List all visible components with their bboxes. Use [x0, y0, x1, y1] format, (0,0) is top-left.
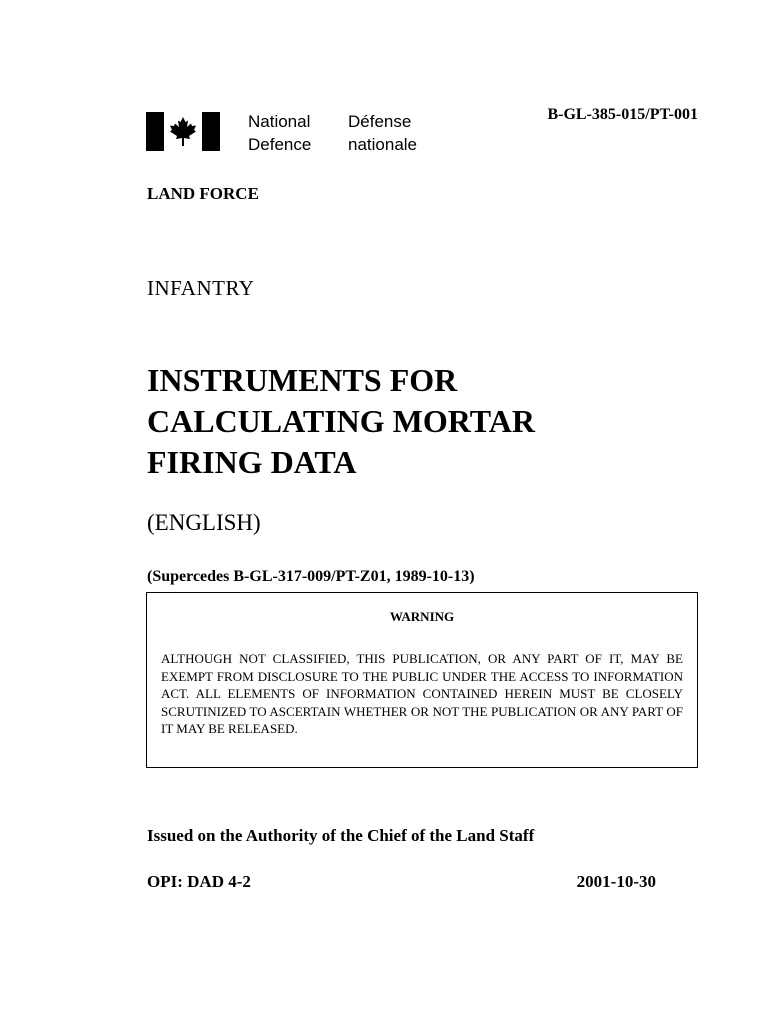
department-name-english	[248, 110, 311, 156]
canada-flag-icon	[146, 112, 220, 151]
document-number: B-GL-385-015/PT-001	[547, 106, 698, 123]
department-name-french	[348, 110, 417, 156]
issue-date: 2001-10-30	[576, 872, 656, 891]
document-title	[147, 360, 535, 483]
dept-fr-line2: nationale	[348, 135, 418, 154]
warning-title: WARNING	[389, 609, 455, 624]
warning-text: ALTHOUGH NOT CLASSIFIED, THIS PUBLICATION, OR ANY PART OF IT, MAY BE EXEMPT FROM DISCLOSURE TO THE PUBLIC UNDER THE ACCESS TO INFORMATION ACT. ALL ELEMENTS OF INFORMATION CONTAINED HEREIN MUST BE CLOSELY SCRUTINIZED TO ASCERTAIN WHETHER OR NOT THE PUBLICATION OR ANY PART OF IT MAY BE RELEASED.	[161, 651, 683, 736]
title-line1: INSTRUMENTS FOR	[147, 362, 458, 398]
title-line2: CALCULATING MORTAR	[147, 403, 535, 439]
language-label: (ENGLISH)	[147, 510, 261, 535]
issued-authority: Issued on the Authority of the Chief of the Land Staff	[147, 826, 535, 845]
maple-leaf-icon	[169, 116, 197, 147]
supercedes-note: (Supercedes B-GL-317-009/PT-Z01, 1989-10-13)	[147, 568, 475, 585]
dept-en-line1: National	[248, 112, 311, 131]
land-force-label: LAND FORCE	[147, 184, 259, 203]
dept-en-line2: Defence	[248, 135, 312, 154]
flag-right-bar	[202, 112, 220, 151]
flag-left-bar	[146, 112, 164, 151]
dept-fr-line1: Défense	[348, 112, 412, 131]
branch-label: INFANTRY	[147, 276, 255, 300]
opi-label: OPI: DAD 4-2	[147, 872, 251, 891]
warning-box	[146, 592, 698, 768]
title-line3: FIRING DATA	[147, 444, 357, 480]
